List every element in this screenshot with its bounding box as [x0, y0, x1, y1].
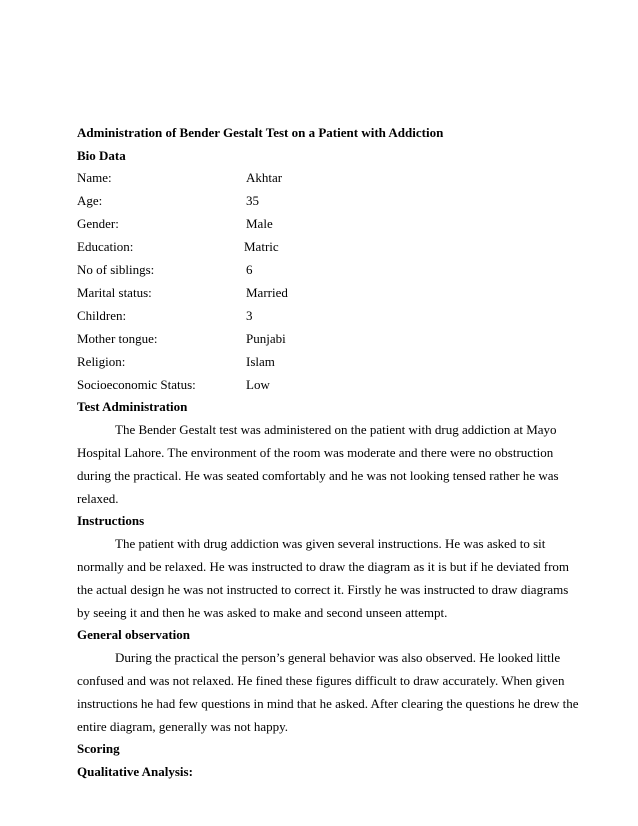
field-value-children: 3	[246, 308, 253, 323]
paragraph-line: confused and was not relaxed. He fined these figures difficult to draw accurately. When given	[77, 673, 565, 688]
paragraph-line: normally and be relaxed. He was instructed to draw the diagram as it is but if he deviated from	[77, 559, 570, 574]
paragraph-line: The patient with drug addiction was given several instructions. He was asked to sit	[115, 536, 546, 551]
test-administration-heading: Test Administration	[77, 399, 188, 414]
bio-data-heading: Bio Data	[77, 148, 126, 163]
scoring-heading: Scoring	[77, 741, 120, 756]
field-value-religion: Islam	[246, 354, 275, 369]
field-label-socioeconomic-status: Socioeconomic Status:	[77, 377, 196, 392]
paragraph-line: relaxed.	[77, 491, 119, 506]
paragraph-line: the actual design he was not instructed to correct it. Firstly he was instructed to draw diagrams	[77, 582, 569, 597]
field-value-education: Matric	[244, 239, 279, 254]
paragraph-line: During the practical the person’s general behavior was also observed. He looked little	[115, 650, 561, 665]
field-value-siblings: 6	[246, 262, 253, 277]
field-label-children: Children:	[77, 308, 127, 323]
field-label-religion: Religion:	[77, 354, 126, 369]
field-label-marital-status: Marital status:	[77, 285, 152, 300]
field-value-socioeconomic-status: Low	[246, 377, 270, 392]
field-label-age: Age:	[77, 193, 103, 208]
paragraph-line: instructions he had few questions in mind that he asked. After clearing the questions he drew the	[77, 696, 579, 711]
field-label-siblings: No of siblings:	[77, 262, 155, 277]
general-observation-heading: General observation	[77, 627, 191, 642]
field-value-mother-tongue: Punjabi	[246, 331, 286, 346]
paragraph-line: by seeing it and then he was asked to make and second unseen attempt.	[77, 605, 448, 620]
paragraph-line: entire diagram, generally was not happy.	[77, 719, 289, 734]
qualitative-analysis-heading: Qualitative Analysis:	[77, 764, 193, 779]
instructions-heading: Instructions	[77, 513, 145, 528]
paragraph-line: Hospital Lahore. The environment of the room was moderate and there were no obstruction	[77, 445, 554, 460]
document-title: Administration of Bender Gestalt Test on a Patient with Addiction	[77, 125, 444, 140]
field-label-mother-tongue: Mother tongue:	[77, 331, 158, 346]
field-value-gender: Male	[246, 216, 273, 231]
field-label-education: Education:	[77, 239, 134, 254]
field-label-gender: Gender:	[77, 216, 119, 231]
field-value-marital-status: Married	[246, 285, 288, 300]
field-value-age: 35	[246, 193, 259, 208]
paragraph-line: during the practical. He was seated comfortably and he was not looking tensed rather he was	[77, 468, 559, 483]
paragraph-line: The Bender Gestalt test was administered on the patient with drug addiction at Mayo	[115, 422, 557, 437]
field-value-name: Akhtar	[246, 170, 283, 185]
field-label-name: Name:	[77, 170, 112, 185]
